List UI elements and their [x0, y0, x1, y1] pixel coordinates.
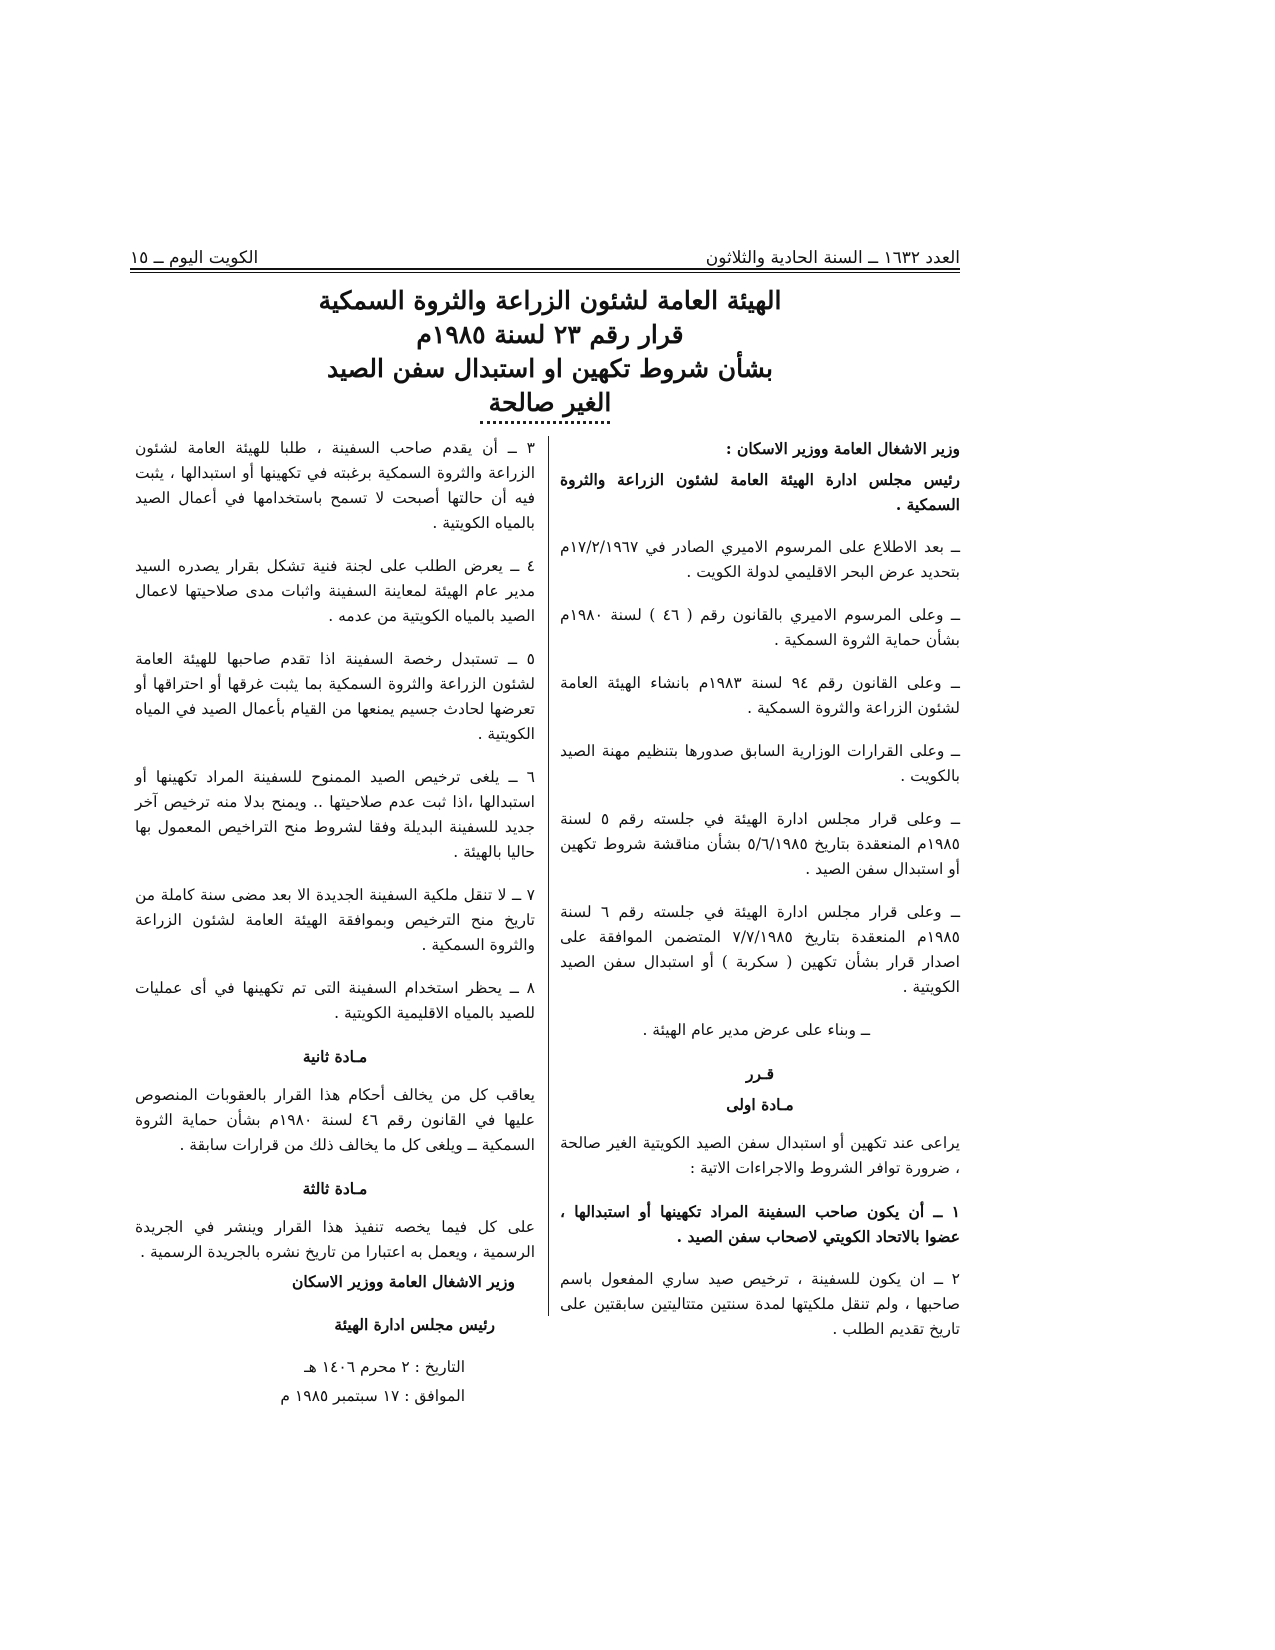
authority-title: الهيئة العامة لشئون الزراعة والثروة السمكية: [318, 286, 782, 315]
issue-number: العدد ١٦٣٢ ــ السنة الحادية والثلاثون: [705, 248, 960, 268]
page-header: [130, 240, 960, 268]
signature-chairman: رئيس مجلس ادارة الهيئة: [334, 1315, 495, 1334]
addressee-minister: وزير الاشغال العامة ووزير الاسكان :: [725, 439, 960, 458]
condition-item: ٢ ــ ان يكون للسفينة ، ترخيص صيد ساري المفعول باسم صاحبها ، ولم تنقل ملكيتها لمدة سنتين متتاليتين سابقتين على تاريخ تقديم الطلب .: [560, 1270, 960, 1338]
condition-item: ٦ ــ يلغى ترخيص الصيد الممنوح للسفينة المراد تكهينها أو استبدالها ،اذا ثبت عدم صلاحيتها .. ويمنح بدلا منه ترخيص آخر جديد للسفينة البديلة وفقا لشروط منح التراخيص المعمول بها حاليا بالهيئة .: [135, 768, 535, 861]
decision-titles: [300, 284, 800, 420]
decision-dates: [135, 1355, 535, 1409]
recital: ــ وعلى قرار مجلس ادارة الهيئة في جلسته رقم ٦ لسنة ١٩٨٥م المنعقدة بتاريخ ٧/٧/١٩٨٥ المتضمن الموافقة على اصدار قرار بشأن تكهين ( سكربة ) أو استبدال سفن الصيد الكويتية .: [560, 903, 960, 996]
recital: ــ وعلى القانون رقم ٩٤ لسنة ١٩٨٣م بانشاء الهيئة العامة لشئون الزراعة والثروة السمكية .: [560, 674, 960, 717]
decides-heading: قـرر: [746, 1064, 774, 1083]
condition-item: ٣ ــ أن يقدم صاحب السفينة ، طلبا للهيئة العامة لشئون الزراعة والثروة السمكية برغبته في تكهينها أو استبدالها ، يثبت فيه أن حالتها أصبحت لا تسمح باستخدامها في أعمال الصيد بالمياه الكويتية .: [135, 439, 535, 532]
article-one-intro: يراعى عند تكهين أو استبدال سفن الصيد الكويتية الغير صالحة ، ضرورة توافر الشروط والاجراءات الاتية :: [560, 1134, 960, 1177]
condition-item: ٥ ــ تستبدل رخصة السفينة اذا تقدم صاحبها للهيئة العامة لشئون الزراعة والثروة السمكية بما يثبت غرقها أو احتراقها أو تعرضها لحادث جسيم يمنعها من القيام بأعمال الصيد في المياه الكويتية .: [135, 650, 535, 743]
date-hijri: التاريخ : ٢ محرم ١٤٠٦ هـ: [304, 1358, 465, 1376]
recital: ــ وبناء على عرض مدير عام الهيئة .: [642, 1021, 870, 1039]
addressee-chairman: رئيس مجلس ادارة الهيئة العامة لشئون الزراعة والثروة السمكية .: [560, 470, 960, 514]
left-column: [135, 436, 535, 1413]
signature-minister: وزير الاشغال العامة ووزير الاسكان: [292, 1272, 515, 1291]
decision-subject: بشأن شروط تكهين او استبدال سفن الصيد: [326, 354, 774, 383]
condition-item: ٨ ــ يحظر استخدام السفينة التى تم تكهينها في أى عمليات للصيد بالمياه الاقليمية الكويتية .: [135, 979, 535, 1022]
condition-item: ٤ ــ يعرض الطلب على لجنة فنية تشكل بقرار يصدره السيد مدير عام الهيئة لمعاينة السفينة واثبات مدى صلاحيتها لاعمال الصيد بالمياه الكويتية من عدمه .: [135, 557, 535, 625]
publication-name: الكويت اليوم ــ ١٥: [130, 248, 259, 268]
article-two-text: يعاقب كل من يخالف أحكام هذا القرار بالعقوبات المنصوص عليها في القانون رقم ٤٦ لسنة ١٩٨٠م بشأن حماية الثروة السمكية ــ ويلغى كل ما يخالف ذلك من قرارات سابقة .: [135, 1086, 535, 1154]
column-divider: [548, 436, 549, 1316]
recital: ــ وعلى المرسوم الاميري بالقانون رقم ( ٤٦ ) لسنة ١٩٨٠م بشأن حماية الثروة السمكية .: [560, 606, 960, 649]
recital: ــ بعد الاطلاع على المرسوم الاميري الصادر في ١٧/٢/١٩٦٧م بتحديد عرض البحر الاقليمي لدولة الكويت .: [560, 538, 960, 581]
article-two-title: مـادة ثانية: [302, 1047, 368, 1066]
article-three-text: على كل فيما يخصه تنفيذ هذا القرار وينشر في الجريدة الرسمية ، ويعمل به اعتبارا من تاريخ نشره بالجريدة الرسمية .: [135, 1218, 535, 1261]
recital: ــ وعلى القرارات الوزارية السابق صدورها بتنظيم مهنة الصيد بالكويت .: [560, 742, 960, 785]
decision-subject-line2: الغير صالحة: [488, 388, 612, 417]
condition-item: ١ ــ أن يكون صاحب السفينة المراد تكهينها أو استبدالها ، عضوا بالاتحاد الكويتي لاصحاب سفن الصيد .: [560, 1202, 960, 1246]
header-rule: [130, 268, 960, 273]
ornament-divider: [480, 421, 610, 432]
decision-number: قرار رقم ٢٣ لسنة ١٩٨٥م: [416, 320, 684, 349]
article-one-title: مـادة اولى: [726, 1095, 794, 1114]
recital: ــ وعلى قرار مجلس ادارة الهيئة في جلسته رقم ٥ لسنة ١٩٨٥م المنعقدة بتاريخ ٥/٦/١٩٨٥ بشأن مناقشة شروط تكهين أو استبدال سفن الصيد .: [560, 810, 960, 878]
article-three-title: مـادة ثالثة: [302, 1179, 368, 1198]
condition-item: ٧ ــ لا تنقل ملكية السفينة الجديدة الا بعد مضى سنة كاملة من تاريخ منح الترخيص وبموافقة الهيئة العامة لشئون الزراعة والثروة السمكية .: [135, 886, 535, 954]
right-column: [560, 436, 960, 1360]
date-gregorian: الموافق : ١٧ سبتمبر ١٩٨٥ م: [280, 1387, 465, 1405]
